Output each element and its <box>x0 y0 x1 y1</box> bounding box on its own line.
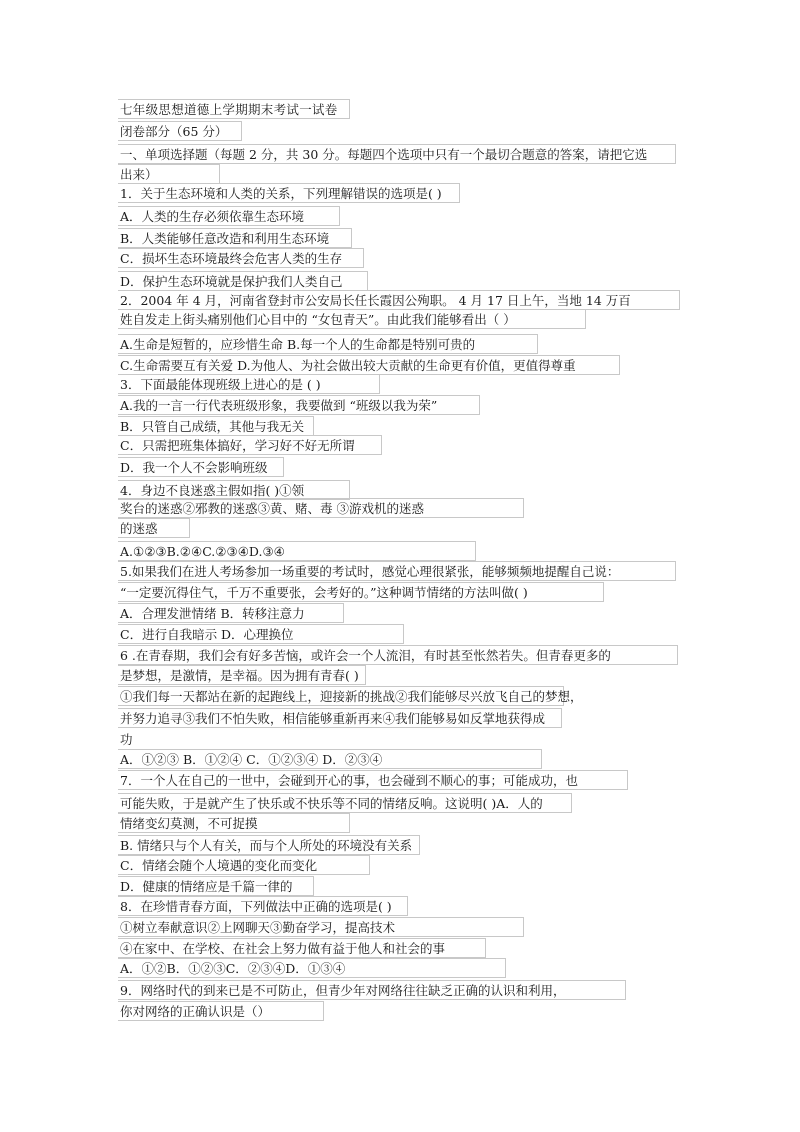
answer-option: C．只需把班集体搞好，学习好不好无所谓 <box>118 435 382 455</box>
question-stem: 4．身边不良迷惑主假如指( )①领 <box>118 480 350 500</box>
question-stem: 你对网络的正确认识是（） <box>118 1001 324 1021</box>
question-stem: 是梦想，是激情，是幸福。因为拥有青春( ) <box>118 665 366 685</box>
answer-option: A.我的一言一行代表班级形象，我要做到 “班级以我为荣” <box>118 395 480 415</box>
question-stem: 的迷惑 <box>118 518 190 538</box>
answer-option: C．损坏生态环境最终会危害人类的生存 <box>118 248 364 268</box>
question-stem: ④在家中、在学校、在社会上努力做有益于他人和社会的事 <box>118 938 486 958</box>
question-stem: 5.如果我们在进人考场参加一场重要的考试时，感觉心理很紧张，能够频频地提醒自己说： <box>118 561 676 581</box>
question-stem: ①我们每一天都站在新的起跑线上，迎接新的挑战②我们能够尽兴放飞自己的梦想， <box>118 686 564 706</box>
question-stem: ①树立奉献意识②上网聊天③勤奋学习，提高技术 <box>118 917 524 937</box>
answer-option: C．情绪会随个人境遇的变化而变化 <box>118 855 370 875</box>
question-stem: 可能失败，于是就产生了快乐或不快乐等不同的情绪反响。这说明( )A．人的 <box>118 793 572 813</box>
instructions-line: 一、单项选择题（每题 2 分，共 30 分。每题四个选项中只有一个最切合题意的答案，请把它选 <box>118 144 676 164</box>
answer-option: A．①②B．①②③C．②③④D．①③④ <box>118 958 506 978</box>
question-stem: “一定要沉得住气，千万不重要张，会考好的。”这种调节情绪的方法叫做( ) <box>118 582 604 602</box>
instructions-line: 出来） <box>118 164 220 184</box>
question-stem: 功 <box>120 732 133 747</box>
answer-option: A．合理发泄情绪 B．转移注意力 <box>118 603 344 623</box>
question-stem: 3．下面最能体现班级上进心的是 ( ) <box>118 374 380 394</box>
answer-option: D．保护生态环境就是保护我们人类自己 <box>118 271 368 291</box>
answer-option: B．只管自己成绩，其他与我无关 <box>118 416 314 436</box>
exam-title: 七年级思想道德上学期期末考试一试卷 <box>118 99 350 119</box>
question-stem: 2．2004 年 4 月，河南省登封市公安局长任长霞因公殉职。 4 月 17 日上午，当地 14 万百 <box>118 290 680 310</box>
question-stem: 奖台的迷惑②邪教的迷惑③黄、赌、毒 ③游戏机的迷惑 <box>118 498 524 518</box>
question-stem: 1．关于生态环境和人类的关系，下列理解错误的选项是( ) <box>118 183 460 203</box>
answer-option: A.生命是短暂的，应珍惜生命 B.每一个人的生命都是特别可贵的 <box>118 334 538 354</box>
question-stem: 7．一个人在自己的一世中，会碰到开心的事，也会碰到不顺心的事；可能成功，也 <box>118 770 628 790</box>
question-stem: 情绪变幻莫测，不可捉摸 <box>118 813 350 833</box>
section-heading: 闭卷部分（65 分） <box>118 121 242 141</box>
answer-option: B．人类能够任意改造和利用生态环境 <box>118 228 352 248</box>
answer-option: C．进行自我暗示 D．心理换位 <box>118 624 404 644</box>
answer-option: A.①②③B.②④C.②③④D.③④ <box>118 541 476 561</box>
question-stem: 9．网络时代的到来已是不可防止，但青少年对网络往往缺乏正确的认识和利用， <box>118 980 626 1000</box>
question-stem: 8．在珍惜青春方面，下列做法中正确的选项是( ) <box>118 896 408 916</box>
answer-option: D．我一个人不会影响班级 <box>118 457 284 477</box>
question-stem: 姓自发走上街头痛别他们心目中的 “女包青天”。由此我们能够看出（ ） <box>118 309 586 329</box>
answer-option: D．健康的情绪应是千篇一律的 <box>118 876 314 896</box>
answer-option: A．①②③ B．①②④ C．①②③④ D．②③④ <box>118 749 542 769</box>
answer-option: C.生命需要互有关爱 D.为他人、为社会做出较大贡献的生命更有价值，更值得尊重 <box>118 355 620 375</box>
answer-option: B. 情绪只与个人有关，而与个人所处的环境没有关系 <box>118 835 420 855</box>
question-stem: 并努力追寻③我们不怕失败，相信能够重新再来④我们能够易如反掌地获得成 <box>118 708 562 728</box>
answer-option: A．人类的生存必须依靠生态环境 <box>118 206 340 226</box>
question-stem: 6 .在青春期，我们会有好多苦恼，或许会一个人流泪，有时甚至怅然若失。但青春更多的 <box>118 645 678 665</box>
